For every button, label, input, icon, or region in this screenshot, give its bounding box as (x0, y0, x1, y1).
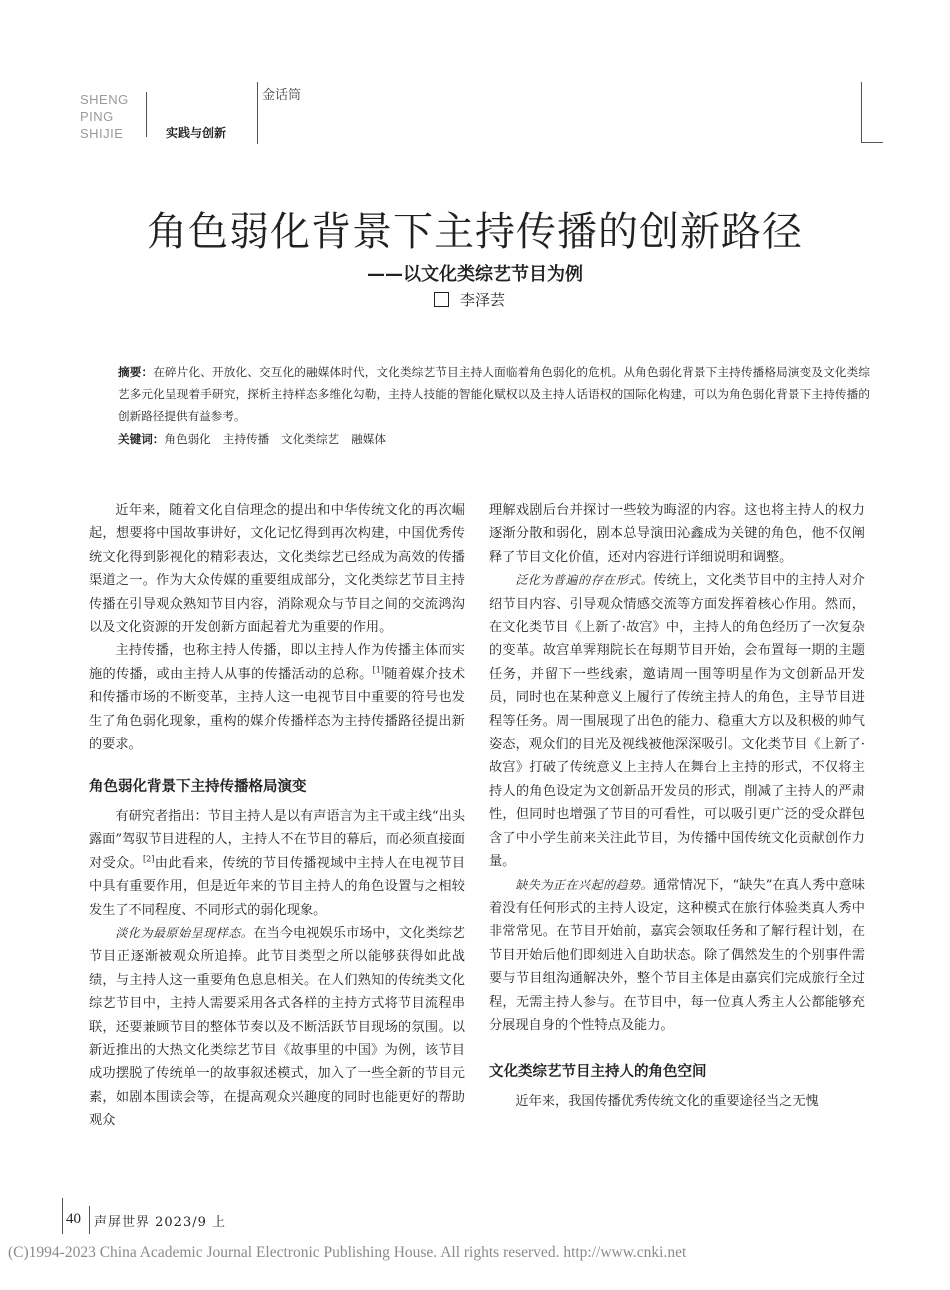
section-label: 实践与创新 (166, 126, 227, 140)
author-box-icon (434, 292, 449, 307)
paragraph-text: 通常情况下，“缺失”在真人秀中意味着没有任何形式的主持人设定，这种模式在旅行体验类真人秀中非常常见。在节目开始前，嘉宾会领取任务和了解行程计划，在节目开始后他们即刻进入自助状态。除了偶然发生的个别事件需要与节目组沟通解决外，整个节目主体是由嘉宾们完成旅行全过程，无需主持人参与。在节目中，每一位真人秀主人公都能够充分展现自身的个性特点及能力。 (489, 877, 865, 1033)
paragraph-text: 主持传播，也称主持人传播，即以主持人作为传播主体而实施的传播，或由主持人从事的传播活动的总称。 (89, 643, 465, 682)
paragraph-lead: 缺失为正在兴起的趋势。 (515, 877, 654, 892)
brand-line: SHENG (80, 92, 129, 107)
citation-ref: [1] (372, 665, 384, 675)
section-heading: 文化类综艺节目主持人的角色空间 (489, 1064, 707, 1081)
body-column-left (89, 499, 465, 1133)
header-divider (257, 82, 258, 144)
brand-line: SHIJIE (80, 126, 124, 141)
copyright-notice: (C)1994-2023 China Academic Journal Electronic Publishing House. All rights reserved. http://www.cnki.net (8, 1244, 687, 1261)
paragraph: 近年来，随着文化自信理念的提出和中华传统文化的再次崛起，想要将中国故事讲好，文化记忆得到再次构建，中国优秀传统文化得到影视化的精彩表达，文化类综艺已经成为高效的传播渠道之一。作为大众传媒的重要组成部分，文化类综艺节目主持传播在引导观众熟知节目内容，消除观众与节目之间的交流鸿沟以及文化资源的开发创新方面起着尤为重要的作用。 (89, 503, 465, 636)
page-number: 40 (66, 1211, 81, 1227)
paragraph-lead: 淡化为最原始呈现样态。 (115, 925, 254, 940)
journal-brand (80, 91, 140, 142)
abstract (118, 361, 870, 427)
keyword: 主持传播 (222, 432, 270, 446)
footer-divider (89, 1206, 90, 1234)
keywords (118, 429, 870, 449)
section-heading: 角色弱化背景下主持传播格局演变 (89, 779, 307, 796)
abstract-label: 摘要： (118, 365, 154, 379)
journal-issue: 声屏世界 2023/9 上 (94, 1215, 226, 1230)
brand-line: PING (80, 109, 114, 124)
paragraph-text: 有研究者指出：节目主持人是以有声语言为主干或主线“出头露面”驾驭节目进程的人，主持人不在节目的幕后，而必须直接面对受众。 (89, 808, 466, 871)
paragraph: 理解戏剧后台并探讨一些较为晦涩的内容。这也将主持人的权力逐渐分散和弱化，剧本总导演田沁鑫成为关键的角色，他不仅阐释了节目文化价值，还对内容进行详细说明和调整。 (489, 503, 865, 565)
article-title: 角色弱化背景下主持传播的创新路径 (147, 209, 803, 255)
footer-divider (62, 1198, 63, 1234)
keyword: 角色弱化 (164, 432, 211, 446)
author-name: 李泽芸 (460, 291, 506, 309)
author-line (434, 289, 505, 310)
citation-ref: [2] (143, 854, 155, 864)
abstract-text: 在碎片化、开放化、交互化的融媒体时代，文化类综艺节目主持人面临着角色弱化的危机。从角色弱化背景下主持传播格局演变及文化类综艺多元化呈现着手研究，探析主持样态多维化勾勒，主持人技能的智能化赋权以及主持人话语权的国际化构建，可以为角色弱化背景下主持传播的创新路径提供有益参考。 (118, 365, 870, 423)
keyword: 融媒体 (351, 432, 386, 446)
keyword: 文化类综艺 (281, 432, 340, 446)
paragraph (89, 805, 465, 922)
paragraph (89, 922, 465, 1133)
paragraph-text: 随着媒介技术和传播市场的不断变革，主持人这一电视节目中重要的符号也发生了角色弱化现象，重构的媒介传播样态为主持传播路径提出新的要求。 (89, 666, 466, 753)
article-subtitle: ——以文化类综艺节目为例 (367, 264, 583, 285)
paragraph-text: 传统上，文化类节目中的主持人对介绍节目内容、引导观众情感交流等方面发挥着核心作用。然而，在文化类节目《上新了·故宫》中，主持人的角色经历了一次复杂的变革。故宫单霁翔院长在每期节目开始，会布置每一期的主题任务，并留下一些线索，邀请周一围等明星作为文创新品开发员，同时也在某种意义上履行了传统主持人的角色，主导节目进程等任务。周一围展现了出色的能力、稳重大方以及积极的帅气姿态，观众们的目光及视线被他深深吸引。文化类节目《上新了·故宫》打破了传统意义上主持人在舞台上主持的形式，不仅将主持人的角色设定为文创新品开发员的形式，削减了主持人的严肃性，但同时也增强了节目的可看性，可以吸引更广泛的受众群包含了中小学生前来关注此节目，为传播中国传统文化贡献创作力量。 (489, 573, 865, 870)
body-column-right (489, 499, 865, 1113)
editor-label: 金话筒 (262, 88, 302, 103)
header-corner-line (861, 82, 862, 142)
paragraph (89, 639, 465, 756)
paragraph (489, 874, 865, 1038)
paragraph-lead: 泛化为普遍的存在形式。 (515, 573, 654, 588)
header-corner-line (861, 142, 883, 143)
header-divider (146, 92, 147, 137)
paragraph-text: 在当今电视娱乐市场中，文化类综艺节目正逐渐被观众所追捧。此节目类型之所以能够获得如此战绩，与主持人这一重要角色息息相关。在人们熟知的传统类文化综艺节目中，主持人需要采用各式各样的主持方式将节目流程串联，还要兼顾节目的整体节奏以及不断活跃节目现场的氛围。以新近推出的大热文化类综艺节目《故事里的中国》为例，该节目成功摆脱了传统单一的故事叙述模式，加入了一些全新的节目元素，如剧本围读会等，在提高观众兴趣度的同时也能更好的帮助观众 (89, 925, 465, 1129)
keywords-label: 关键词： (118, 432, 165, 446)
paragraph (489, 569, 865, 873)
paragraph: 近年来，我国传播优秀传统文化的重要途径当之无愧 (515, 1093, 819, 1109)
paragraph-text: 由此看来，传统的节目传播视域中主持人在电视节目中具有重要作用，但是近年来的节目主持人的角色设置与之相较发生了不同程度、不同形式的弱化现象。 (89, 855, 466, 918)
